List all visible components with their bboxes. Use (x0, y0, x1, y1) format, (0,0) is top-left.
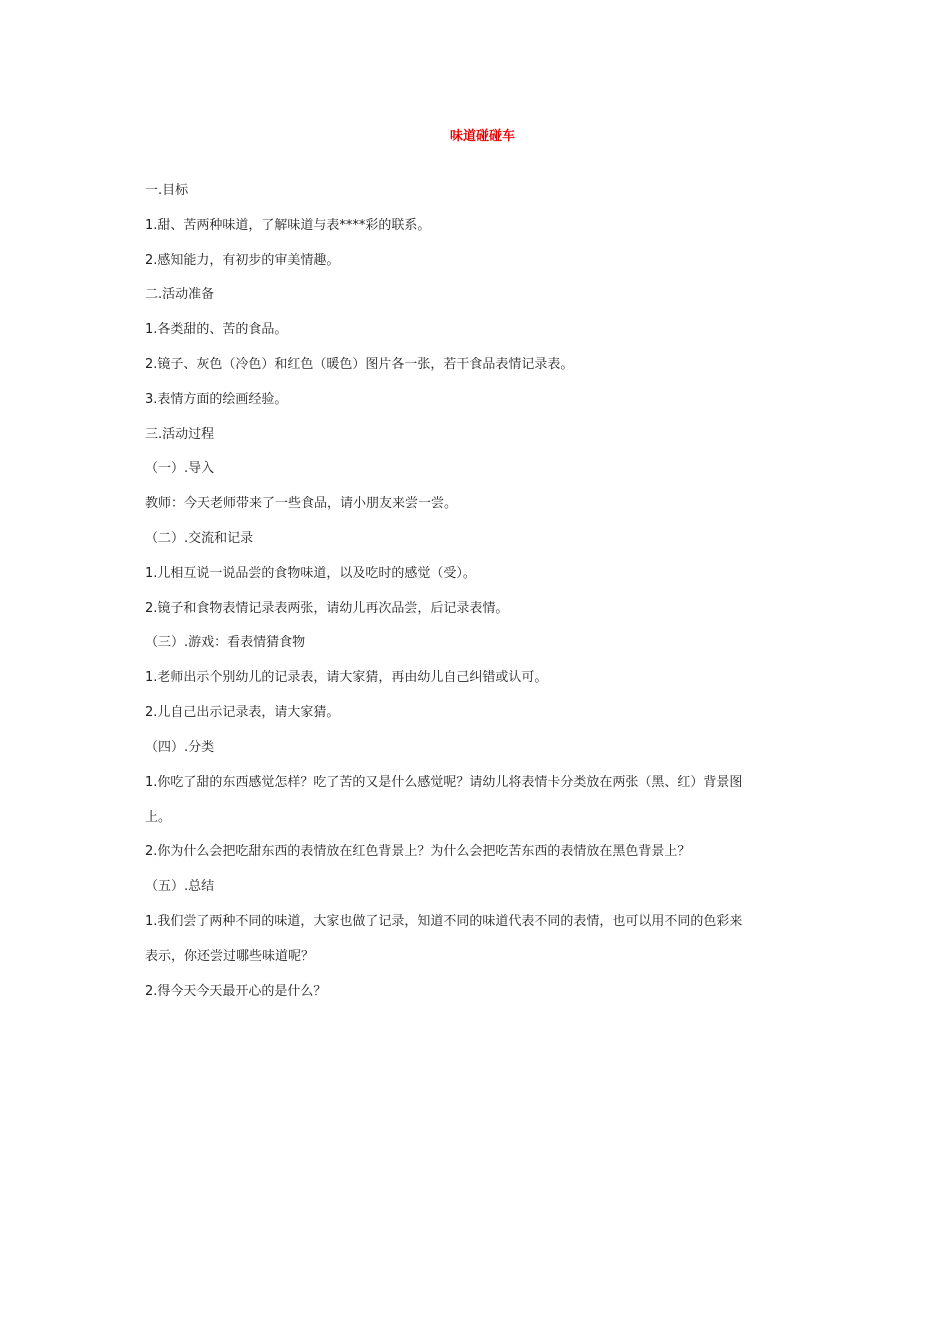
preparation-item-2: 2.镜子、灰色（冷色）和红色（暖色）图片各一张，若干食品表情记录表。 (145, 356, 574, 372)
section-heading-preparation: 二.活动准备 (145, 287, 215, 303)
preparation-item-3: 3.表情方面的绘画经验。 (145, 391, 288, 407)
summary-item-1-line-1: 1.我们尝了两种不同的味道，大家也做了记录，知道不同的味道代表不同的表情，也可以用不同的色彩来 (145, 913, 743, 929)
classify-item-1-line-1: 1.你吃了甜的东西感觉怎样？吃了苦的又是什么感觉呢？请幼儿将表情卡分类放在两张（黑、红）背景图 (145, 774, 743, 790)
document-body (145, 181, 810, 1017)
exchange-item-2: 2.镜子和食物表情记录表两张，请幼儿再次品尝，后记录表情。 (145, 600, 509, 616)
subheading-exchange: （二）.交流和记录 (145, 530, 254, 546)
subheading-classify: （四）.分类 (145, 739, 215, 755)
exchange-item-1: 1.儿相互说一说品尝的食物味道，以及吃时的感觉（受）。 (145, 565, 476, 581)
goal-item-1: 1.甜、苦两种味道，了解味道与表****彩的联系。 (145, 217, 431, 233)
summary-item-1-line-2: 表示，你还尝过哪些味道呢？ (145, 948, 315, 964)
goal-item-2: 2.感知能力，有初步的审美情趣。 (145, 252, 340, 268)
classify-item-1-line-2: 上。 (145, 809, 172, 825)
summary-item-1 (145, 912, 810, 967)
section-heading-goals: 一.目标 (145, 183, 189, 198)
game-item-1: 1.老师出示个别幼儿的记录表，请大家猜，再由幼儿自己纠错或认可。 (145, 670, 548, 686)
summary-item-2: 2.得今天今天最开心的是什么？ (145, 983, 327, 999)
section-heading-process: 三.活动过程 (145, 426, 215, 442)
subheading-game: （三）.游戏：看表情猜食物 (145, 635, 306, 651)
intro-paragraph: 教师：今天老师带来了一些食品，请小朋友来尝一尝。 (145, 496, 458, 512)
classify-item-2: 2.你为什么会把吃甜东西的表情放在红色背景上？为什么会把吃苦东西的表情放在黑色背景上？ (145, 844, 691, 860)
preparation-item-1: 1.各类甜的、苦的食品。 (145, 322, 288, 338)
document-title: 味道碰碰车 (449, 129, 515, 144)
classify-item-1 (145, 773, 810, 828)
game-item-2: 2.儿自己出示记录表，请大家猜。 (145, 704, 340, 720)
subheading-intro: （一）.导入 (145, 461, 215, 477)
subheading-summary: （五）.总结 (145, 879, 215, 895)
